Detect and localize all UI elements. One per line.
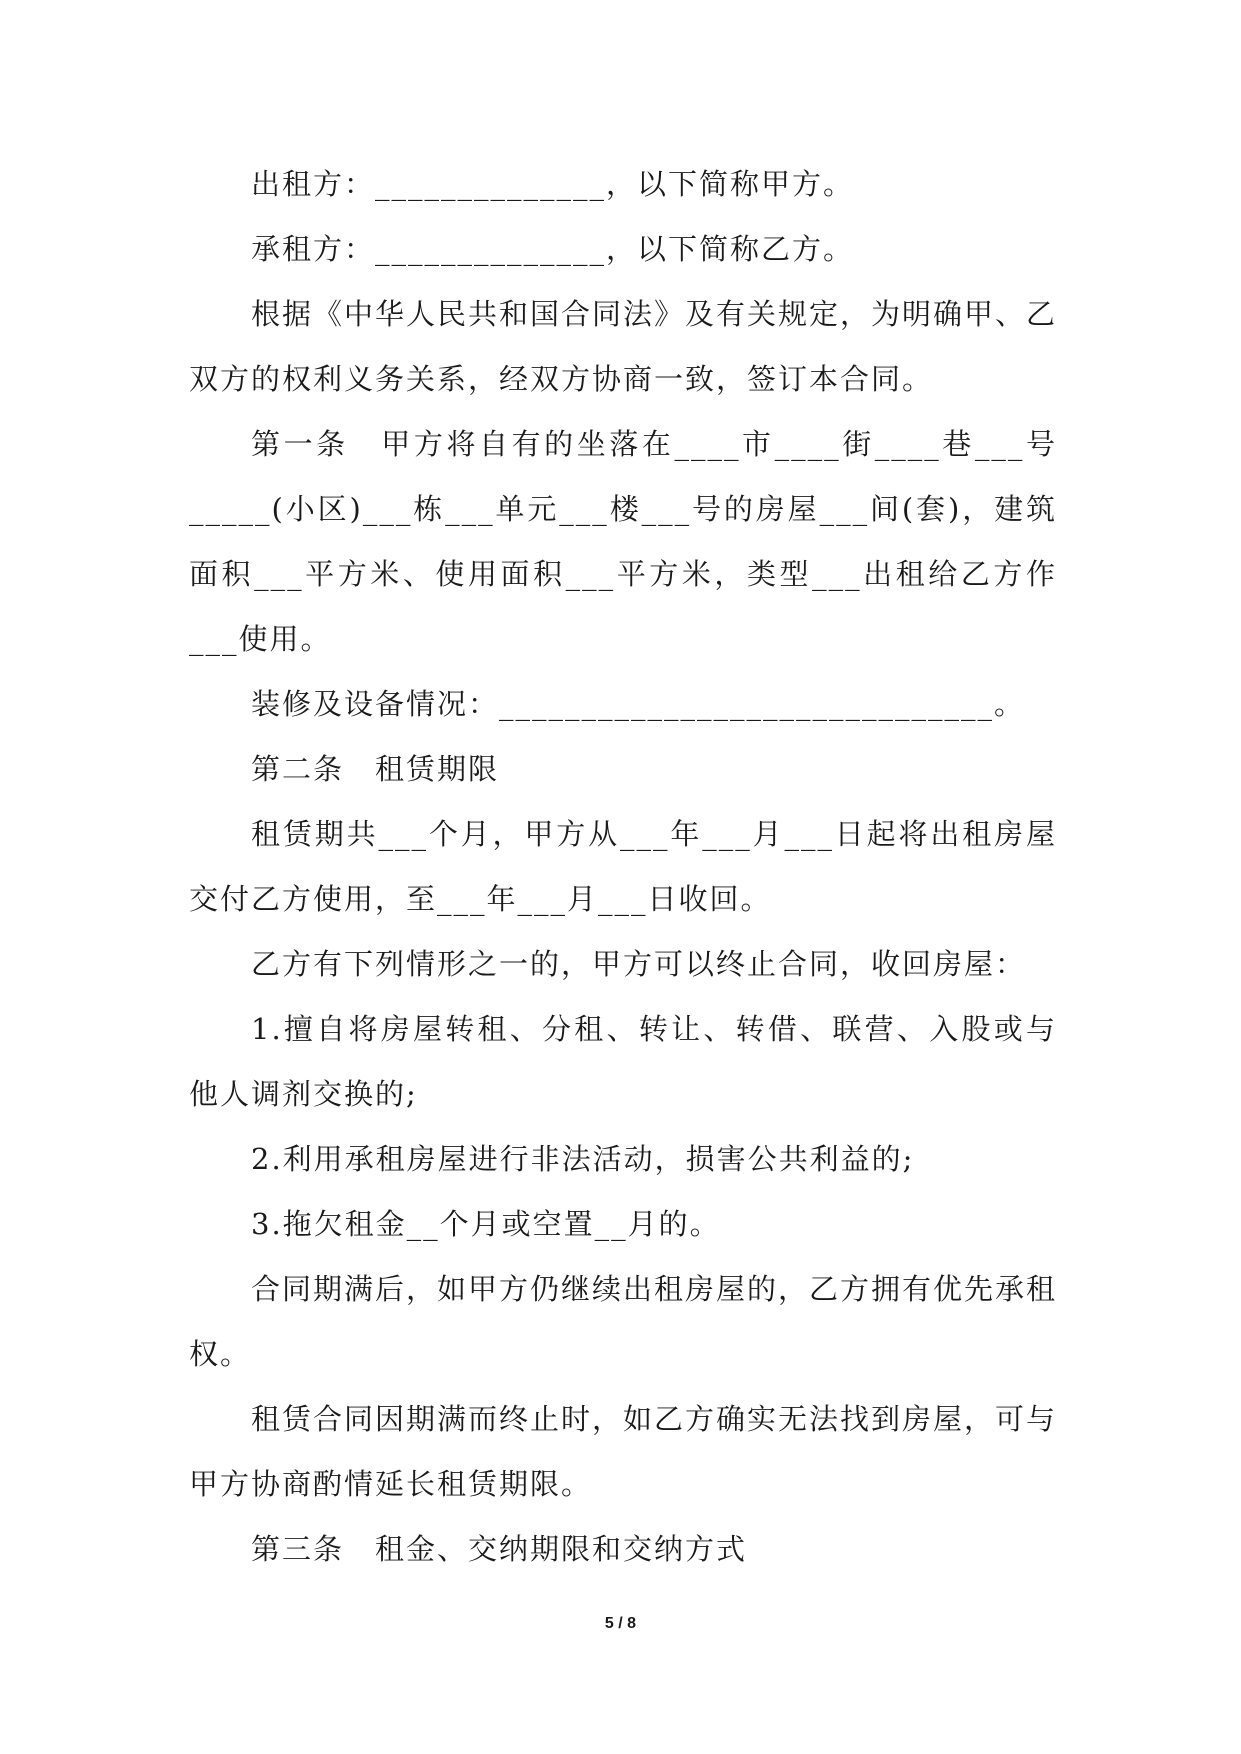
paragraph-lessee: 承租方：______________，以下简称乙方。	[251, 232, 855, 266]
paragraph-renewal-priority: 合同期满后，如甲方仍继续出租房屋的，乙方拥有优先承租权。	[189, 1272, 1058, 1371]
list-item-3: 3.拖欠租金__个月或空置__月的。	[251, 1207, 721, 1241]
paragraph-article-1: 第一条 甲方将自有的坐落在____市____街____巷___号_____(小区)___栋___单元___楼___号的房屋___间(套)，建筑面积___平方米、使用面积___平方米，类型___出租给乙方作___使用。	[189, 427, 1057, 656]
paragraph-extension: 租赁合同因期满而终止时，如乙方确实无法找到房屋，可与甲方协商酌情延长租赁期限。	[189, 1402, 1058, 1501]
paragraph-lessor: 出租方：______________，以下简称甲方。	[251, 167, 855, 201]
list-item-1: 1.擅自将房屋转租、分租、转让、转借、联营、入股或与他人调剂交换的;	[189, 1012, 1057, 1111]
page-number: 5 / 8	[604, 1615, 637, 1632]
paragraph-preamble: 根据《中华人民共和国合同法》及有关规定，为明确甲、乙双方的权利义务关系，经双方协商一致，签订本合同。	[189, 297, 1058, 396]
list-item-2: 2.利用承租房屋进行非法活动，损害公共利益的;	[251, 1142, 915, 1176]
paragraph-lease-term: 租赁期共___个月，甲方从___年___月___日起将出租房屋交付乙方使用，至___年___月___日收回。	[189, 817, 1057, 916]
heading-article-3: 第三条 租金、交纳期限和交纳方式	[251, 1532, 748, 1566]
document-body	[189, 152, 1057, 1582]
paragraph-termination-intro: 乙方有下列情形之一的，甲方可以终止合同，收回房屋：	[251, 947, 1027, 981]
paragraph-decoration: 装修及设备情况：______________________________。	[251, 687, 1026, 721]
heading-article-2: 第二条 租赁期限	[251, 752, 500, 786]
